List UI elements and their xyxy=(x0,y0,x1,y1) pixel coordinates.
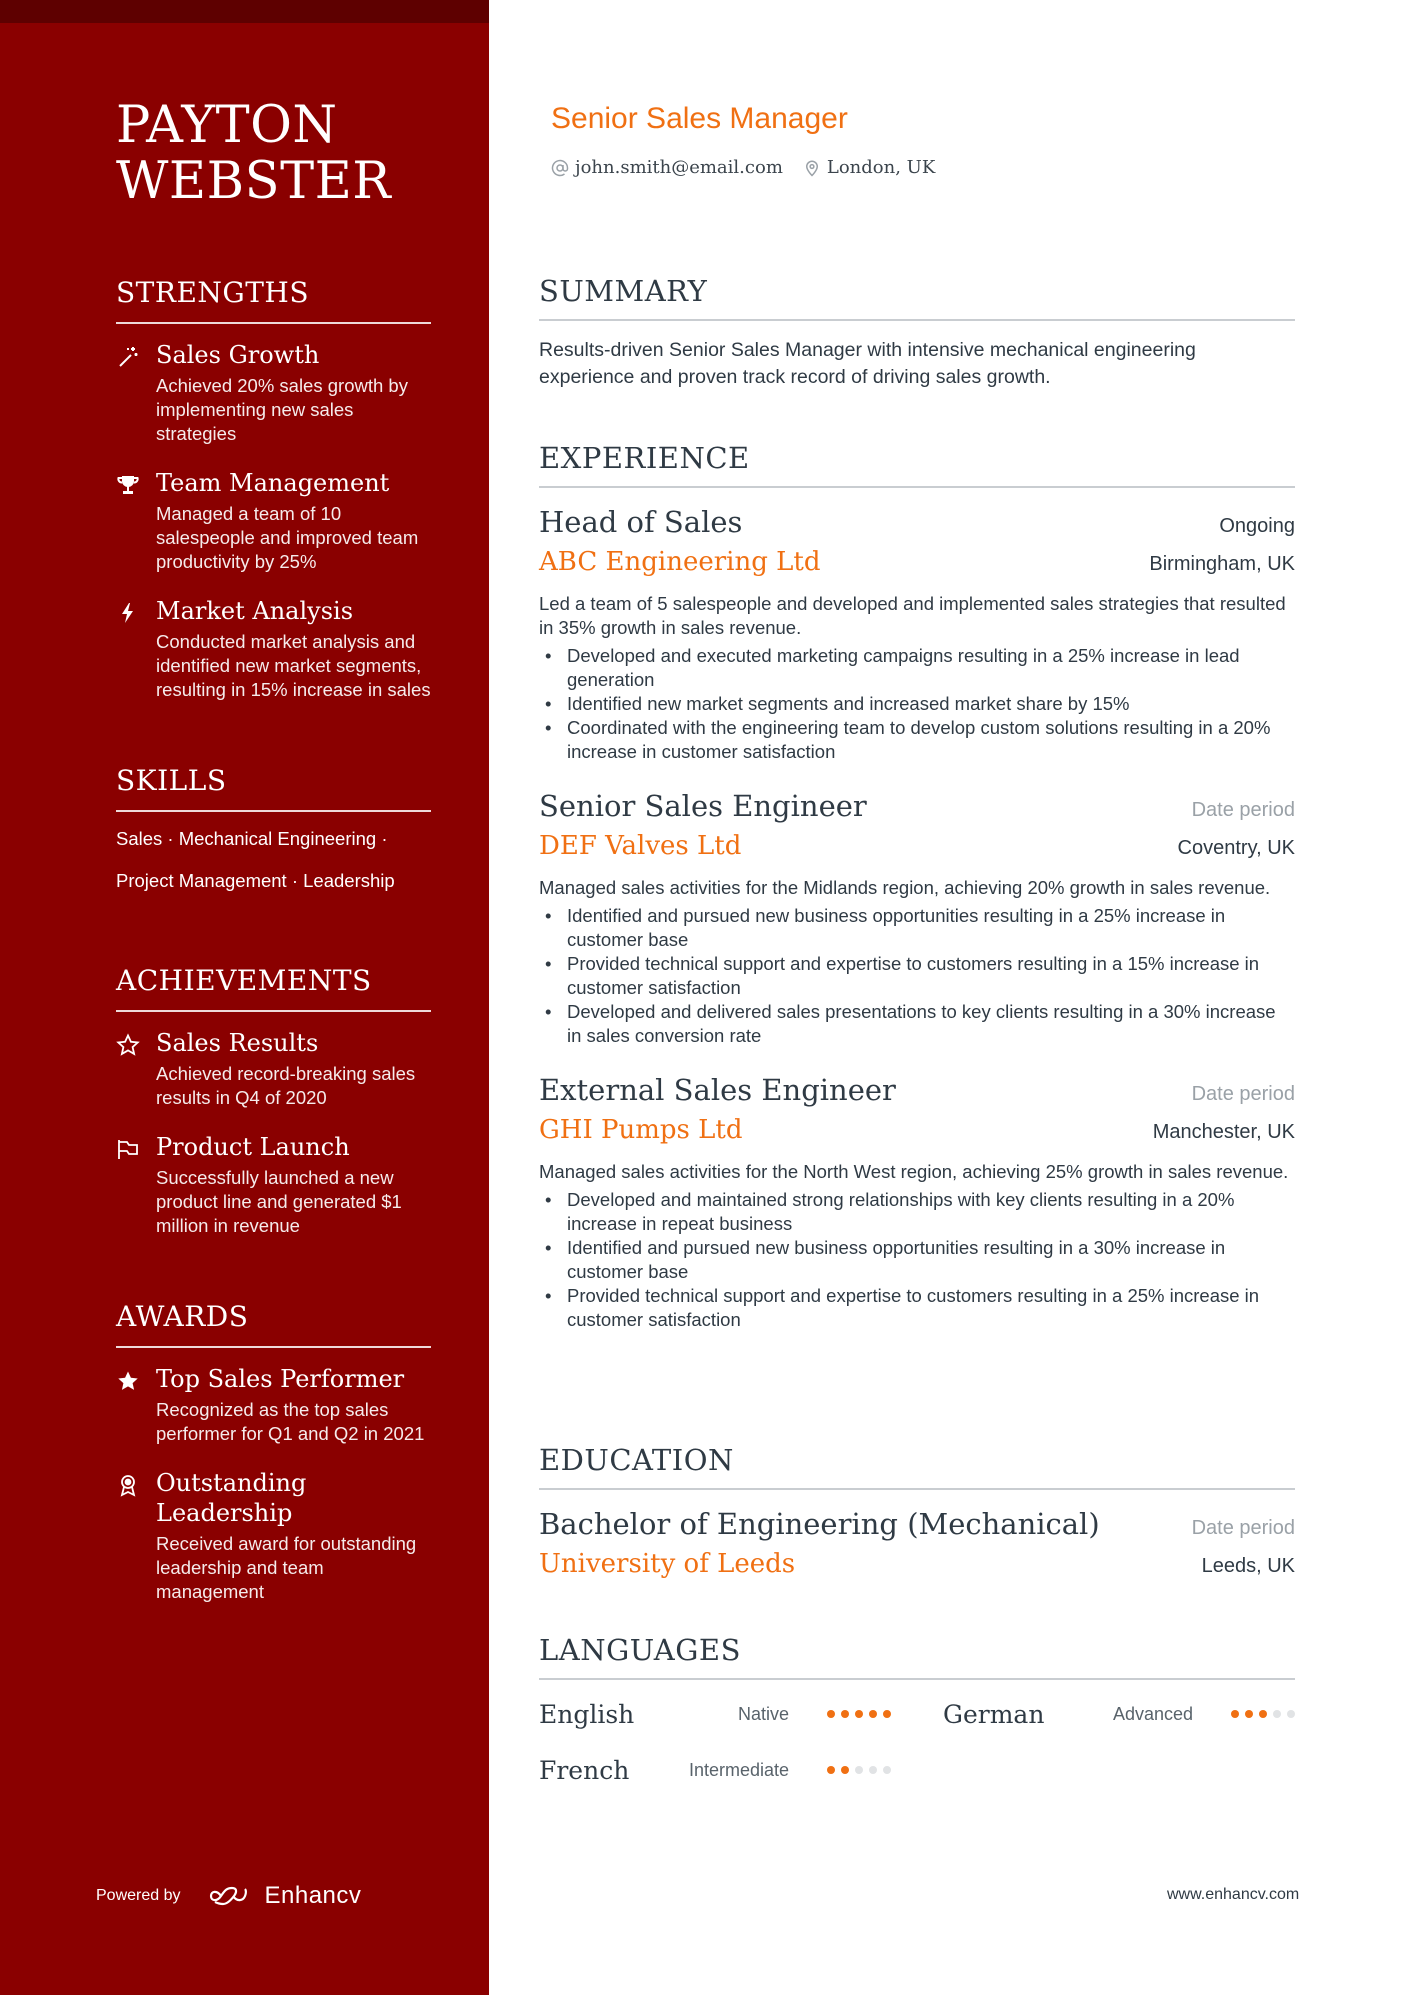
education-degree: Bachelor of Engineering (Mechanical) xyxy=(539,1507,1100,1541)
rating-dot-empty xyxy=(855,1766,863,1774)
name-line-2: WEBSTER xyxy=(116,152,392,211)
award-desc: Recognized as the top sales performer for Q1 and Q2 in 2021 xyxy=(156,1399,425,1444)
rating-dot-filled xyxy=(855,1710,863,1718)
language-name: German xyxy=(943,1699,1045,1729)
enhancv-logo-icon xyxy=(209,1884,255,1908)
strengths-title: STRENGTHS xyxy=(116,276,431,324)
star-filled-icon xyxy=(116,1364,156,1446)
achievements-section xyxy=(116,964,431,1238)
skills-list xyxy=(116,818,431,902)
summary-text: Results-driven Senior Sales Manager with intensive mechanical engineering experience and proven track record of driving sales growth. xyxy=(539,339,1196,388)
experience-section xyxy=(539,440,1295,1332)
summary-title: SUMMARY xyxy=(539,273,1295,321)
education-entry xyxy=(539,1504,1295,1584)
education-location: Leeds, UK xyxy=(1201,1555,1295,1577)
award-desc: Received award for outstanding leadership and team management xyxy=(156,1533,417,1602)
location-contact xyxy=(803,157,935,178)
flag-icon xyxy=(116,1132,156,1238)
language-item xyxy=(539,1748,891,1792)
enhancv-brand-name: Enhancv xyxy=(264,1882,362,1909)
job-role: Senior Sales Engineer xyxy=(539,789,867,823)
job-location: Manchester, UK xyxy=(1152,1121,1295,1143)
awards-title: AWARDS xyxy=(116,1300,431,1348)
languages-title: LANGUAGES xyxy=(539,1632,1295,1680)
rating-dot-filled xyxy=(1259,1710,1267,1718)
strength-item xyxy=(116,468,431,574)
job-bullet: • Developed and executed marketing campaigns resulting in a 25% increase in lead generation xyxy=(539,644,1295,692)
job-role: External Sales Engineer xyxy=(539,1073,896,1107)
achievements-title: ACHIEVEMENTS xyxy=(116,964,431,1012)
job-bullets xyxy=(539,904,1295,1048)
language-rating xyxy=(1225,1710,1295,1718)
job-company: DEF Valves Ltd xyxy=(539,831,742,861)
job-date: Date period xyxy=(1191,799,1295,821)
strengths-section xyxy=(116,276,431,702)
awards-section xyxy=(116,1300,431,1604)
rating-dot-empty xyxy=(1273,1710,1281,1718)
rating-dot-filled xyxy=(827,1710,835,1718)
skills-section xyxy=(116,764,431,902)
rating-dot-empty xyxy=(883,1766,891,1774)
achievement-desc: Achieved record-breaking sales results in Q4 of 2020 xyxy=(156,1063,416,1108)
job-description: Managed sales activities for the Midlands region, achieving 20% growth in sales revenue. xyxy=(539,877,1271,898)
rating-dot-filled xyxy=(883,1710,891,1718)
powered-by xyxy=(96,1882,361,1910)
language-item xyxy=(539,1692,891,1736)
location-text: London, UK xyxy=(826,157,936,178)
skills-line-2: Project Management · Leadership xyxy=(116,870,395,891)
enhancv-logo[interactable] xyxy=(209,1882,362,1910)
job-role: Head of Sales xyxy=(539,505,743,539)
job-bullet: • Identified new market segments and increased market share by 15% xyxy=(539,692,1295,716)
achievement-item xyxy=(116,1028,431,1110)
sidebar xyxy=(0,0,489,1995)
award-item xyxy=(116,1468,431,1604)
contact-info xyxy=(551,157,955,178)
language-level: Advanced xyxy=(1112,1703,1193,1724)
website-link[interactable]: www.enhancv.com xyxy=(1167,1886,1300,1903)
sidebar-content xyxy=(116,98,431,1604)
email-contact[interactable] xyxy=(551,157,783,178)
job-bullet: • Provided technical support and expertise to customers resulting in a 25% increase in customer satisfaction xyxy=(539,1284,1295,1332)
medal-icon xyxy=(116,1468,156,1604)
powered-by-label: Powered by xyxy=(96,1887,181,1904)
language-level: Intermediate xyxy=(688,1759,789,1780)
at-icon xyxy=(551,159,569,177)
name-line-1: PAYTON xyxy=(116,96,338,155)
strength-title: Sales Growth xyxy=(156,341,320,369)
rating-dot-filled xyxy=(1231,1710,1239,1718)
job-description: Managed sales activities for the North West region, achieving 25% growth in sales revenue. xyxy=(539,1161,1289,1182)
magic-wand-icon xyxy=(116,340,156,446)
language-name: English xyxy=(539,1699,635,1729)
education-section xyxy=(539,1442,1295,1584)
summary-section xyxy=(539,273,1295,391)
job-entry xyxy=(539,502,1295,764)
strength-title: Market Analysis xyxy=(156,597,354,625)
job-location: Coventry, UK xyxy=(1177,837,1295,859)
rating-dot-filled xyxy=(841,1710,849,1718)
language-rating xyxy=(821,1766,891,1774)
education-school: University of Leeds xyxy=(539,1549,796,1579)
language-name: French xyxy=(539,1755,630,1785)
trophy-icon xyxy=(116,468,156,574)
achievement-item xyxy=(116,1132,431,1238)
languages-grid xyxy=(539,1692,1295,1792)
star-outline-icon xyxy=(116,1028,156,1110)
rating-dot-filled xyxy=(841,1766,849,1774)
rating-dot-filled xyxy=(827,1766,835,1774)
job-location: Birmingham, UK xyxy=(1149,553,1295,575)
rating-dot-empty xyxy=(1287,1710,1295,1718)
job-bullet: • Developed and maintained strong relationships with key clients resulting in a 20% increase in repeat business xyxy=(539,1188,1295,1236)
job-entry xyxy=(539,786,1295,1048)
job-bullet: • Developed and delivered sales presentations to key clients resulting in a 30% increase in sales conversion rate xyxy=(539,1000,1295,1048)
rating-dot-filled xyxy=(869,1710,877,1718)
award-title: Outstanding Leadership xyxy=(156,1469,307,1527)
job-entry xyxy=(539,1070,1295,1332)
strength-title: Team Management xyxy=(156,469,390,497)
job-company: GHI Pumps Ltd xyxy=(539,1115,743,1145)
job-company: ABC Engineering Ltd xyxy=(539,547,821,577)
language-item xyxy=(943,1692,1295,1736)
job-description: Led a team of 5 salespeople and developed and implemented sales strategies that resulted in 35% growth in sales revenue. xyxy=(539,593,1286,638)
job-date: Ongoing xyxy=(1219,515,1295,537)
education-date: Date period xyxy=(1191,1517,1295,1539)
strength-item xyxy=(116,340,431,446)
job-title: Senior Sales Manager xyxy=(551,102,848,135)
skills-line-1: Sales · Mechanical Engineering · xyxy=(116,828,388,849)
language-rating xyxy=(821,1710,891,1718)
language-level: Native xyxy=(737,1703,789,1724)
languages-section xyxy=(539,1632,1295,1792)
job-bullet: • Identified and pursued new business opportunities resulting in a 25% increase in customer base xyxy=(539,904,1295,952)
achievement-title: Product Launch xyxy=(156,1133,350,1161)
achievement-desc: Successfully launched a new product line and generated $1 million in revenue xyxy=(156,1167,402,1236)
skills-title: SKILLS xyxy=(116,764,431,812)
candidate-name xyxy=(116,98,431,210)
job-bullet: • Identified and pursued new business opportunities resulting in a 30% increase in customer base xyxy=(539,1236,1295,1284)
job-bullet: • Provided technical support and expertise to customers resulting in a 15% increase in customer satisfaction xyxy=(539,952,1295,1000)
lightning-icon xyxy=(116,596,156,702)
strength-item xyxy=(116,596,431,702)
strength-desc: Conducted market analysis and identified new market segments, resulting in 15% increase in sales xyxy=(156,631,431,700)
award-item xyxy=(116,1364,431,1446)
rating-dot-filled xyxy=(1245,1710,1253,1718)
location-pin-icon xyxy=(803,159,821,177)
education-title: EDUCATION xyxy=(539,1442,1295,1490)
award-title: Top Sales Performer xyxy=(156,1365,405,1393)
achievement-title: Sales Results xyxy=(156,1029,319,1057)
job-bullet: • Coordinated with the engineering team to develop custom solutions resulting in a 20% increase in customer satisfaction xyxy=(539,716,1295,764)
email-text: john.smith@email.com xyxy=(575,157,783,178)
job-bullets xyxy=(539,644,1295,764)
job-bullets xyxy=(539,1188,1295,1332)
sidebar-top-bar xyxy=(0,0,489,23)
strength-desc: Managed a team of 10 salespeople and improved team productivity by 25% xyxy=(156,503,419,572)
experience-title: EXPERIENCE xyxy=(539,440,1295,488)
rating-dot-empty xyxy=(869,1766,877,1774)
strength-desc: Achieved 20% sales growth by implementing new sales strategies xyxy=(156,375,408,444)
job-date: Date period xyxy=(1191,1083,1295,1105)
